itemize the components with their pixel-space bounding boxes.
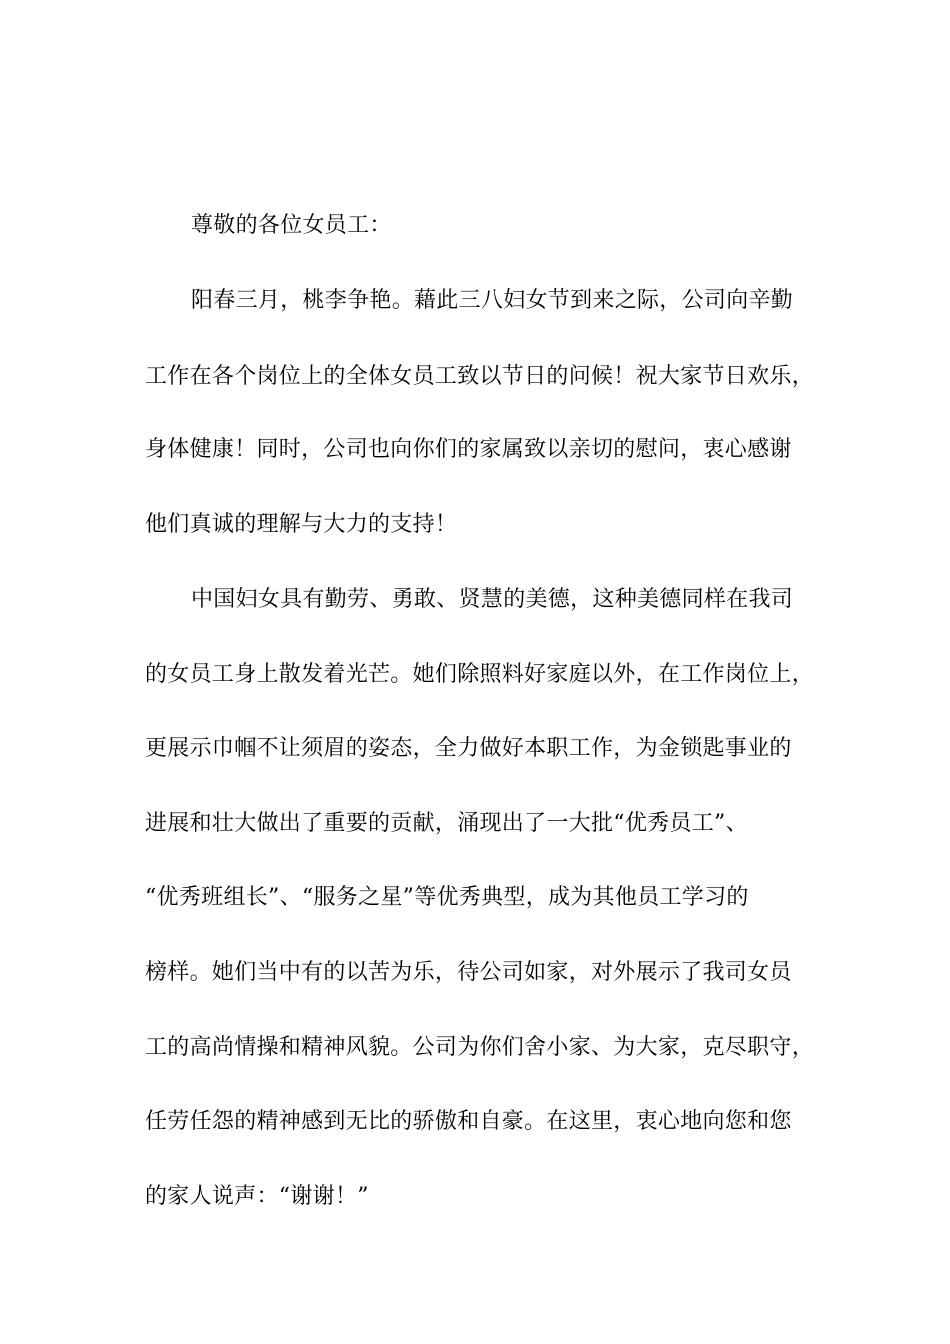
paragraph-line: 榜样。她们当中有的以苦为乐，待公司如家，对外展示了我司女员 [145,960,792,985]
paragraph-line: “优秀班组长”、“服务之星”等优秀典型，成为其他员工学习的 [145,885,749,910]
paragraph-line: 进展和壮大做出了重要的贡献，涌现出了一大批“优秀员工”、 [145,811,748,836]
paragraph-line: 他们真诚的理解与大力的支持！ [145,512,458,537]
paragraph-line: 的家人说声：“谢谢！” [145,1184,369,1209]
paragraph-line: 阳春三月，桃李争艳。藉此三八妇女节到来之际，公司向辛勤 [191,288,794,313]
paragraph-line: 任劳任怨的精神感到无比的骄傲和自豪。在这里，衷心地向您和您 [145,1109,792,1134]
paragraph-line: 工作在各个岗位上的全体女员工致以节日的问候！祝大家节日欢乐， [145,364,815,389]
paragraph-line: 更展示巾帼不让须眉的姿态，全力做好本职工作，为金锁匙事业的 [145,736,792,761]
paragraph-line: 的女员工身上散发着光芒。她们除照料好家庭以外，在工作岗位上， [145,662,815,687]
paragraph-line: 身体健康！同时，公司也向你们的家属致以亲切的慰问，衷心感谢 [145,437,792,462]
greeting-line: 尊敬的各位女员工： [191,213,392,238]
paragraph-line: 中国妇女具有勤劳、勇敢、贤慧的美德，这种美德同样在我司 [191,587,794,612]
paragraph-line: 工的高尚情操和精神风貌。公司为你们舍小家、为大家，克尽职守， [145,1035,815,1060]
